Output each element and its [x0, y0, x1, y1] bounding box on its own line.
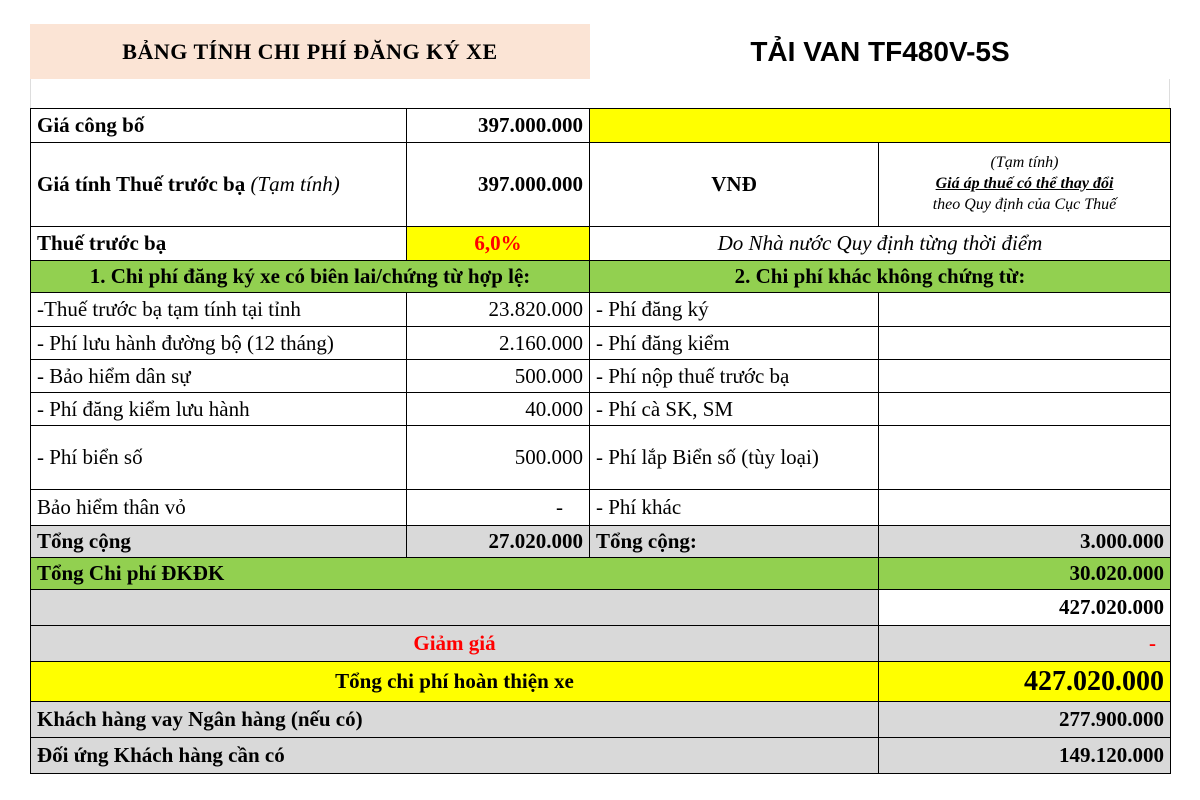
left-item-value: 500.000 — [407, 426, 590, 490]
final-total-value: 427.020.000 — [879, 662, 1171, 702]
right-item-value — [879, 426, 1171, 490]
bank-loan-value: 277.900.000 — [879, 702, 1171, 738]
row-counterpart — [31, 738, 1171, 774]
section2-title: 2. Chi phí khác không chứng từ: — [590, 261, 1171, 293]
row-gia-tinh-thue — [31, 143, 1171, 227]
right-item-label: - Phí đăng kiểm — [590, 327, 879, 360]
tax-note-line3: theo Quy định của Cục Thuế — [932, 195, 1117, 213]
row-subtotal — [31, 590, 1171, 626]
section1-title: 1. Chi phí đăng ký xe có biên lai/chứng từ hợp lệ: — [31, 261, 590, 293]
right-item-value — [879, 360, 1171, 393]
row-bank-loan — [31, 702, 1171, 738]
sheet-header — [30, 24, 1170, 79]
right-item-label: - Phí lắp Biển số (tùy loại) — [590, 426, 879, 490]
cost-sheet — [30, 24, 1170, 774]
right-total-value: 3.000.000 — [879, 526, 1171, 558]
row-final-total — [31, 662, 1171, 702]
discount-label: Giảm giá — [31, 626, 879, 662]
spacer-row — [30, 79, 1170, 108]
left-item-value: 23.820.000 — [407, 293, 590, 327]
left-item-label: - Phí biển số — [31, 426, 407, 490]
left-total-value: 27.020.000 — [407, 526, 590, 558]
subtotal-blank — [31, 590, 879, 626]
right-total-label: Tổng cộng: — [590, 526, 879, 558]
total-dkdk-value: 30.020.000 — [879, 558, 1171, 590]
right-item-label: - Phí cà SK, SM — [590, 393, 879, 426]
left-item-value: 40.000 — [407, 393, 590, 426]
left-item-value: - — [407, 490, 590, 526]
tax-note — [879, 143, 1171, 227]
label-gia-cong-bo: Giá công bố — [31, 109, 407, 143]
row-total-dkdk — [31, 558, 1171, 590]
sheet-title: BẢNG TÍNH CHI PHÍ ĐĂNG KÝ XE — [30, 24, 590, 79]
row-discount — [31, 626, 1171, 662]
counterpart-label: Đối ứng Khách hàng cần có — [31, 738, 879, 774]
label-thue-truoc-ba: Thuế trước bạ — [31, 227, 407, 261]
right-item-label: - Phí đăng ký — [590, 293, 879, 327]
table-row — [31, 426, 1171, 490]
label-gia-tinh-thue: Giá tính Thuế trước bạ (Tạm tính) — [31, 143, 407, 227]
right-item-label: - Phí nộp thuế trước bạ — [590, 360, 879, 393]
row-subtotals — [31, 526, 1171, 558]
tax-note-line2: Giá áp thuế có thể thay đổi — [935, 175, 1114, 193]
left-item-label: -Thuế trước bạ tạm tính tại tỉnh — [31, 293, 407, 327]
highlight-cell — [590, 109, 1171, 143]
right-item-value — [879, 293, 1171, 327]
left-item-label: - Phí lưu hành đường bộ (12 tháng) — [31, 327, 407, 360]
tax-note-line1: (Tạm tính) — [990, 154, 1059, 172]
row-thue-truoc-ba — [31, 227, 1171, 261]
left-item-value: 2.160.000 — [407, 327, 590, 360]
currency-label: VNĐ — [590, 143, 879, 227]
left-item-label: - Bảo hiểm dân sự — [31, 360, 407, 393]
right-item-value — [879, 490, 1171, 526]
value-tax-rate: 6,0% — [407, 227, 590, 261]
table-row — [31, 360, 1171, 393]
left-total-label: Tổng cộng — [31, 526, 407, 558]
value-gia-cong-bo: 397.000.000 — [407, 109, 590, 143]
table-row — [31, 490, 1171, 526]
discount-value: - — [879, 626, 1171, 662]
left-item-label: - Phí đăng kiểm lưu hành — [31, 393, 407, 426]
value-gia-tinh-thue: 397.000.000 — [407, 143, 590, 227]
final-total-label: Tổng chi phí hoàn thiện xe — [31, 662, 879, 702]
counterpart-value: 149.120.000 — [879, 738, 1171, 774]
table-row — [31, 327, 1171, 360]
cost-table — [30, 108, 1171, 774]
table-row — [31, 293, 1171, 327]
vehicle-model-title: TẢI VAN TF480V-5S — [750, 35, 1010, 67]
bank-loan-label: Khách hàng vay Ngân hàng (nếu có) — [31, 702, 879, 738]
left-item-value: 500.000 — [407, 360, 590, 393]
table-row — [31, 393, 1171, 426]
right-item-value — [879, 327, 1171, 360]
right-item-value — [879, 393, 1171, 426]
tax-rate-note: Do Nhà nước Quy định từng thời điểm — [590, 227, 1171, 261]
row-section-titles — [31, 261, 1171, 293]
row-gia-cong-bo — [31, 109, 1171, 143]
right-item-label: - Phí khác — [590, 490, 879, 526]
total-dkdk-label: Tổng Chi phí ĐKĐK — [31, 558, 879, 590]
left-item-label: Bảo hiểm thân vỏ — [31, 490, 407, 526]
subtotal-value: 427.020.000 — [879, 590, 1171, 626]
